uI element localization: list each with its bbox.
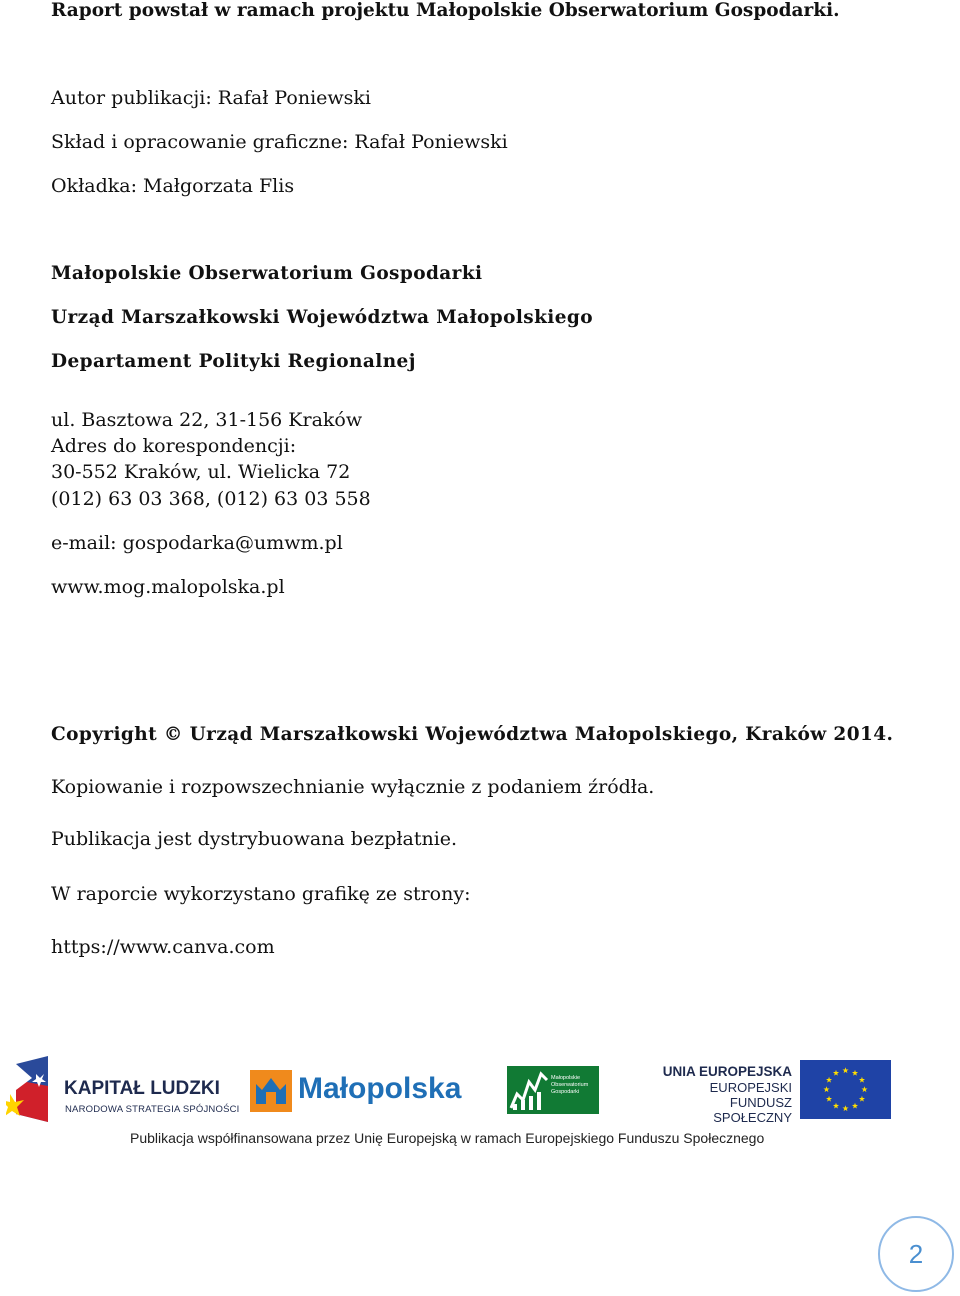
- eu-star-icon: [833, 1070, 839, 1076]
- eu-star-icon: [842, 1105, 848, 1111]
- distribution-notice: Publikacja jest dystrybuowana bezpłatnie.: [51, 828, 458, 850]
- website-link[interactable]: www.mog.malopolska.pl: [51, 576, 285, 598]
- eu-flag-icon: [800, 1060, 891, 1119]
- mog-label-line2: Obserwatorium: [551, 1082, 589, 1088]
- kapital-ludzki-title: KAPITAŁ LUDZKI: [64, 1078, 220, 1099]
- eu-stars-icon: [800, 1060, 891, 1119]
- author-credit: Autor publikacji: Rafał Poniewski: [51, 87, 372, 109]
- ue-title: UNIA EUROPEJSKA: [662, 1064, 792, 1079]
- ue-efs-logo-text: [662, 1064, 792, 1124]
- eu-star-icon: [859, 1077, 865, 1083]
- mog-chart-emblem-icon: [507, 1066, 551, 1114]
- kapital-ludzki-emblem-icon: [6, 1056, 56, 1126]
- page-number: 2: [908, 1239, 924, 1269]
- malopolska-emblem-icon: [250, 1070, 292, 1112]
- graphics-url-link[interactable]: https://www.canva.com: [51, 936, 275, 958]
- institution-department: Departament Polityki Regionalnej: [51, 351, 416, 372]
- reproduction-notice: Kopiowanie i rozpowszechnianie wyłącznie z podaniem źródła.: [51, 776, 655, 798]
- eu-star-icon: [826, 1077, 832, 1083]
- malopolska-logo: [250, 1068, 460, 1118]
- logo-strip: [0, 1048, 960, 1158]
- eu-star-icon: [852, 1103, 858, 1109]
- cover-credit: Okładka: Małgorzata Flis: [51, 175, 295, 197]
- kapital-ludzki-logo: [6, 1056, 246, 1126]
- eu-star-icon: [823, 1086, 829, 1092]
- mog-label-line3: Gospodarki: [551, 1089, 580, 1095]
- project-note: Raport powstał w ramach projektu Małopolskie Obserwatorium Gospodarki.: [51, 0, 840, 21]
- street-address: ul. Basztowa 22, 31-156 Kraków: [51, 409, 363, 431]
- copyright-notice: Copyright © Urząd Marszałkowski Województwa Małopolskiego, Kraków 2014.: [51, 724, 894, 745]
- layout-credit: Skład i opracowanie graficzne: Rafał Poniewski: [51, 131, 508, 153]
- cofinancing-note: Publikacja współfinansowana przez Unię Europejską w ramach Europejskiego Funduszu Społecznego: [130, 1130, 765, 1146]
- graphics-note: W raporcie wykorzystano grafikę ze strony:: [51, 883, 471, 905]
- phone-numbers: (012) 63 03 368, (012) 63 03 558: [51, 488, 371, 510]
- malopolska-title: Małopolska: [298, 1072, 462, 1105]
- eu-star-icon: [826, 1096, 832, 1102]
- eu-star-icon: [861, 1086, 867, 1092]
- eu-star-icon: [859, 1096, 865, 1102]
- correspondence-address: 30-552 Kraków, ul. Wielicka 72: [51, 461, 351, 483]
- eu-star-icon: [842, 1067, 848, 1073]
- eu-star-icon: [852, 1070, 858, 1076]
- mog-label-line1: Małopolskie: [551, 1075, 581, 1081]
- ue-fund-line2: FUNDUSZ SPOŁECZNY: [713, 1095, 792, 1125]
- email-link[interactable]: e-mail: gospodarka@umwm.pl: [51, 532, 343, 554]
- institution-name: Małopolskie Obserwatorium Gospodarki: [51, 263, 483, 284]
- kapital-ludzki-subtitle: NARODOWA STRATEGIA SPÓJNOŚCI: [65, 1104, 240, 1115]
- institution-office: Urząd Marszałkowski Województwa Małopolskiego: [51, 307, 593, 328]
- ue-fund-line1: EUROPEJSKI: [709, 1080, 792, 1095]
- mog-label: [551, 1075, 588, 1096]
- eu-star-icon: [833, 1103, 839, 1109]
- mog-logo: [507, 1066, 599, 1114]
- correspondence-label: Adres do korespondencji:: [51, 435, 297, 457]
